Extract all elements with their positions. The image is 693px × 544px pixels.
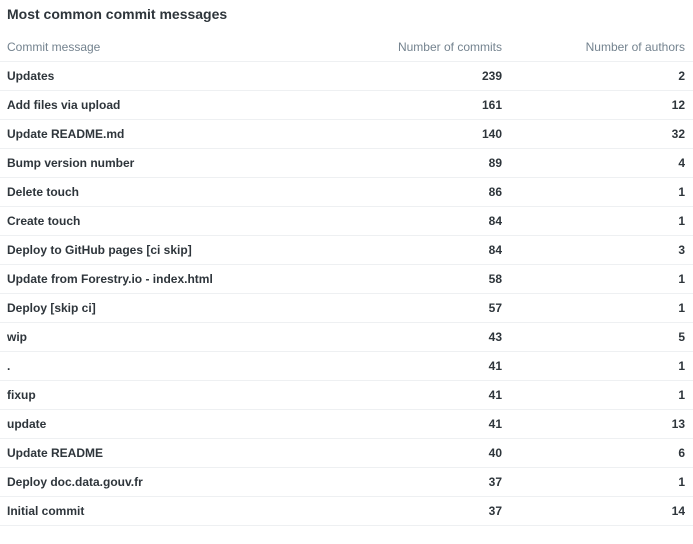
commit-message-cell: Deploy to GitHub pages [ci skip] [0, 236, 320, 265]
number-of-authors-cell: 1 [510, 207, 693, 236]
commit-message-cell: Deploy doc.data.gouv.fr [0, 468, 320, 497]
number-of-commits-cell: 41 [320, 352, 510, 381]
table-row [0, 91, 693, 120]
commit-message-cell: Update README [0, 439, 320, 468]
table-row [0, 381, 693, 410]
table-row [0, 294, 693, 323]
number-of-authors-cell: 3 [510, 236, 693, 265]
table-row [0, 265, 693, 294]
number-of-commits-cell: 84 [320, 236, 510, 265]
commit-message-cell: Updates [0, 62, 320, 91]
number-of-commits-cell: 84 [320, 207, 510, 236]
table-row [0, 323, 693, 352]
commit-message-cell: Delete touch [0, 178, 320, 207]
table-row [0, 62, 693, 91]
number-of-commits-cell: 89 [320, 149, 510, 178]
table-body [0, 62, 693, 526]
commit-message-cell: . [0, 352, 320, 381]
number-of-commits-cell: 40 [320, 439, 510, 468]
table-row [0, 439, 693, 468]
number-of-commits-cell: 140 [320, 120, 510, 149]
number-of-authors-cell: 1 [510, 468, 693, 497]
table-row [0, 149, 693, 178]
number-of-commits-cell: 37 [320, 468, 510, 497]
commit-message-cell: wip [0, 323, 320, 352]
commit-message-cell: Update README.md [0, 120, 320, 149]
table-row [0, 410, 693, 439]
number-of-authors-cell: 12 [510, 91, 693, 120]
number-of-authors-cell: 1 [510, 265, 693, 294]
number-of-authors-cell: 13 [510, 410, 693, 439]
table-header-row [0, 33, 693, 62]
table-row [0, 120, 693, 149]
number-of-commits-cell: 37 [320, 497, 510, 526]
number-of-commits-cell: 86 [320, 178, 510, 207]
number-of-authors-cell: 1 [510, 381, 693, 410]
number-of-commits-cell: 239 [320, 62, 510, 91]
number-of-authors-cell: 6 [510, 439, 693, 468]
commit-message-cell: Create touch [0, 207, 320, 236]
commit-message-cell: Bump version number [0, 149, 320, 178]
number-of-commits-cell: 43 [320, 323, 510, 352]
table-row [0, 207, 693, 236]
number-of-authors-cell: 1 [510, 294, 693, 323]
column-header-number-of-commits[interactable]: Number of commits [320, 33, 510, 62]
number-of-authors-cell: 5 [510, 323, 693, 352]
commit-message-cell: Deploy [skip ci] [0, 294, 320, 323]
commit-message-cell: fixup [0, 381, 320, 410]
column-header-commit-message[interactable]: Commit message [0, 33, 320, 62]
number-of-authors-cell: 1 [510, 178, 693, 207]
number-of-authors-cell: 14 [510, 497, 693, 526]
commit-message-cell: update [0, 410, 320, 439]
table-row [0, 497, 693, 526]
table-row [0, 236, 693, 265]
commit-messages-table [0, 33, 693, 526]
number-of-commits-cell: 41 [320, 410, 510, 439]
table-row [0, 178, 693, 207]
table-row [0, 352, 693, 381]
number-of-commits-cell: 41 [320, 381, 510, 410]
commit-message-cell: Add files via upload [0, 91, 320, 120]
number-of-authors-cell: 1 [510, 352, 693, 381]
number-of-authors-cell: 2 [510, 62, 693, 91]
number-of-commits-cell: 57 [320, 294, 510, 323]
number-of-commits-cell: 161 [320, 91, 510, 120]
table-row [0, 468, 693, 497]
card-title: Most common commit messages [7, 6, 228, 22]
number-of-authors-cell: 32 [510, 120, 693, 149]
number-of-authors-cell: 4 [510, 149, 693, 178]
commit-message-cell: Update from Forestry.io - index.html [0, 265, 320, 294]
number-of-commits-cell: 58 [320, 265, 510, 294]
column-header-number-of-authors[interactable]: Number of authors [510, 33, 693, 62]
commit-message-cell: Initial commit [0, 497, 320, 526]
